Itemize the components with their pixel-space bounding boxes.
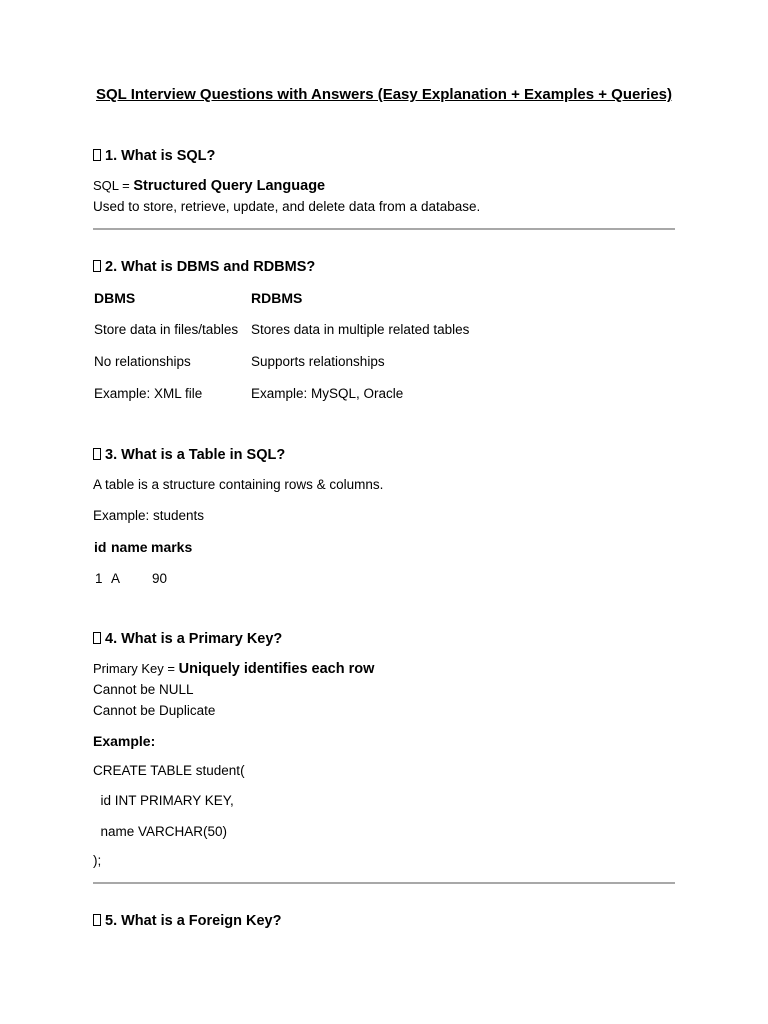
q2-heading-text: 2. What is DBMS and RDBMS?	[105, 259, 316, 275]
q3-example: Example: students	[93, 508, 205, 523]
divider	[93, 228, 675, 230]
q4-code-line: name VARCHAR(50)	[93, 824, 228, 839]
checkbox-icon	[93, 149, 101, 161]
q3-heading-text: 3. What is a Table in SQL?	[105, 447, 286, 463]
q1-description: Used to store, retrieve, update, and delete data from a database.	[93, 199, 481, 214]
q1-definition	[93, 178, 325, 194]
q2-heading	[93, 259, 315, 275]
q1-heading	[93, 148, 215, 164]
q2-col-header-dbms: DBMS	[94, 290, 136, 306]
q3-col-header-name: name	[111, 539, 148, 555]
q4-heading-text: 4. What is a Primary Key?	[105, 631, 283, 647]
q4-definition	[93, 661, 374, 677]
q2-cell: Stores data in multiple related tables	[251, 322, 470, 337]
q1-heading-text: 1. What is SQL?	[105, 148, 216, 164]
q2-cell: Example: MySQL, Oracle	[251, 386, 404, 401]
q3-cell: 1	[95, 571, 103, 586]
q4-line1: Cannot be NULL	[93, 682, 194, 697]
document-title: SQL Interview Questions with Answers (Easy Explanation + Examples + Queries)	[95, 86, 673, 103]
q4-example-label: Example:	[93, 733, 156, 749]
q3-col-header-marks: marks	[151, 539, 193, 555]
q3-col-header-id: id	[94, 539, 107, 555]
q3-description: A table is a structure containing rows & columns.	[93, 477, 384, 492]
q4-line2: Cannot be Duplicate	[93, 703, 216, 718]
checkbox-icon	[93, 914, 101, 926]
checkbox-icon	[93, 632, 101, 644]
q3-cell: 90	[152, 571, 168, 586]
q5-heading-text: 5. What is a Foreign Key?	[105, 913, 282, 929]
checkbox-icon	[93, 448, 101, 460]
q4-def-term: Uniquely identifies each row	[178, 661, 375, 677]
q3-cell: A	[111, 571, 121, 586]
q4-code-line: );	[93, 853, 102, 868]
q2-cell: No relationships	[94, 354, 191, 369]
checkbox-icon	[93, 260, 101, 272]
q3-heading	[93, 447, 285, 463]
divider	[93, 882, 675, 884]
q1-def-prefix: SQL =	[93, 178, 134, 193]
q4-code-line: id INT PRIMARY KEY,	[93, 793, 234, 808]
q4-def-prefix: Primary Key =	[93, 661, 179, 676]
q4-code-line: CREATE TABLE student(	[93, 763, 245, 778]
q2-cell: Example: XML file	[94, 386, 203, 401]
q2-cell: Store data in files/tables	[94, 322, 239, 337]
q5-heading	[93, 913, 281, 929]
q2-col-header-rdbms: RDBMS	[251, 290, 303, 306]
q2-cell: Supports relationships	[251, 354, 385, 369]
q4-heading	[93, 631, 282, 647]
q1-def-term: Structured Query Language	[133, 178, 326, 194]
